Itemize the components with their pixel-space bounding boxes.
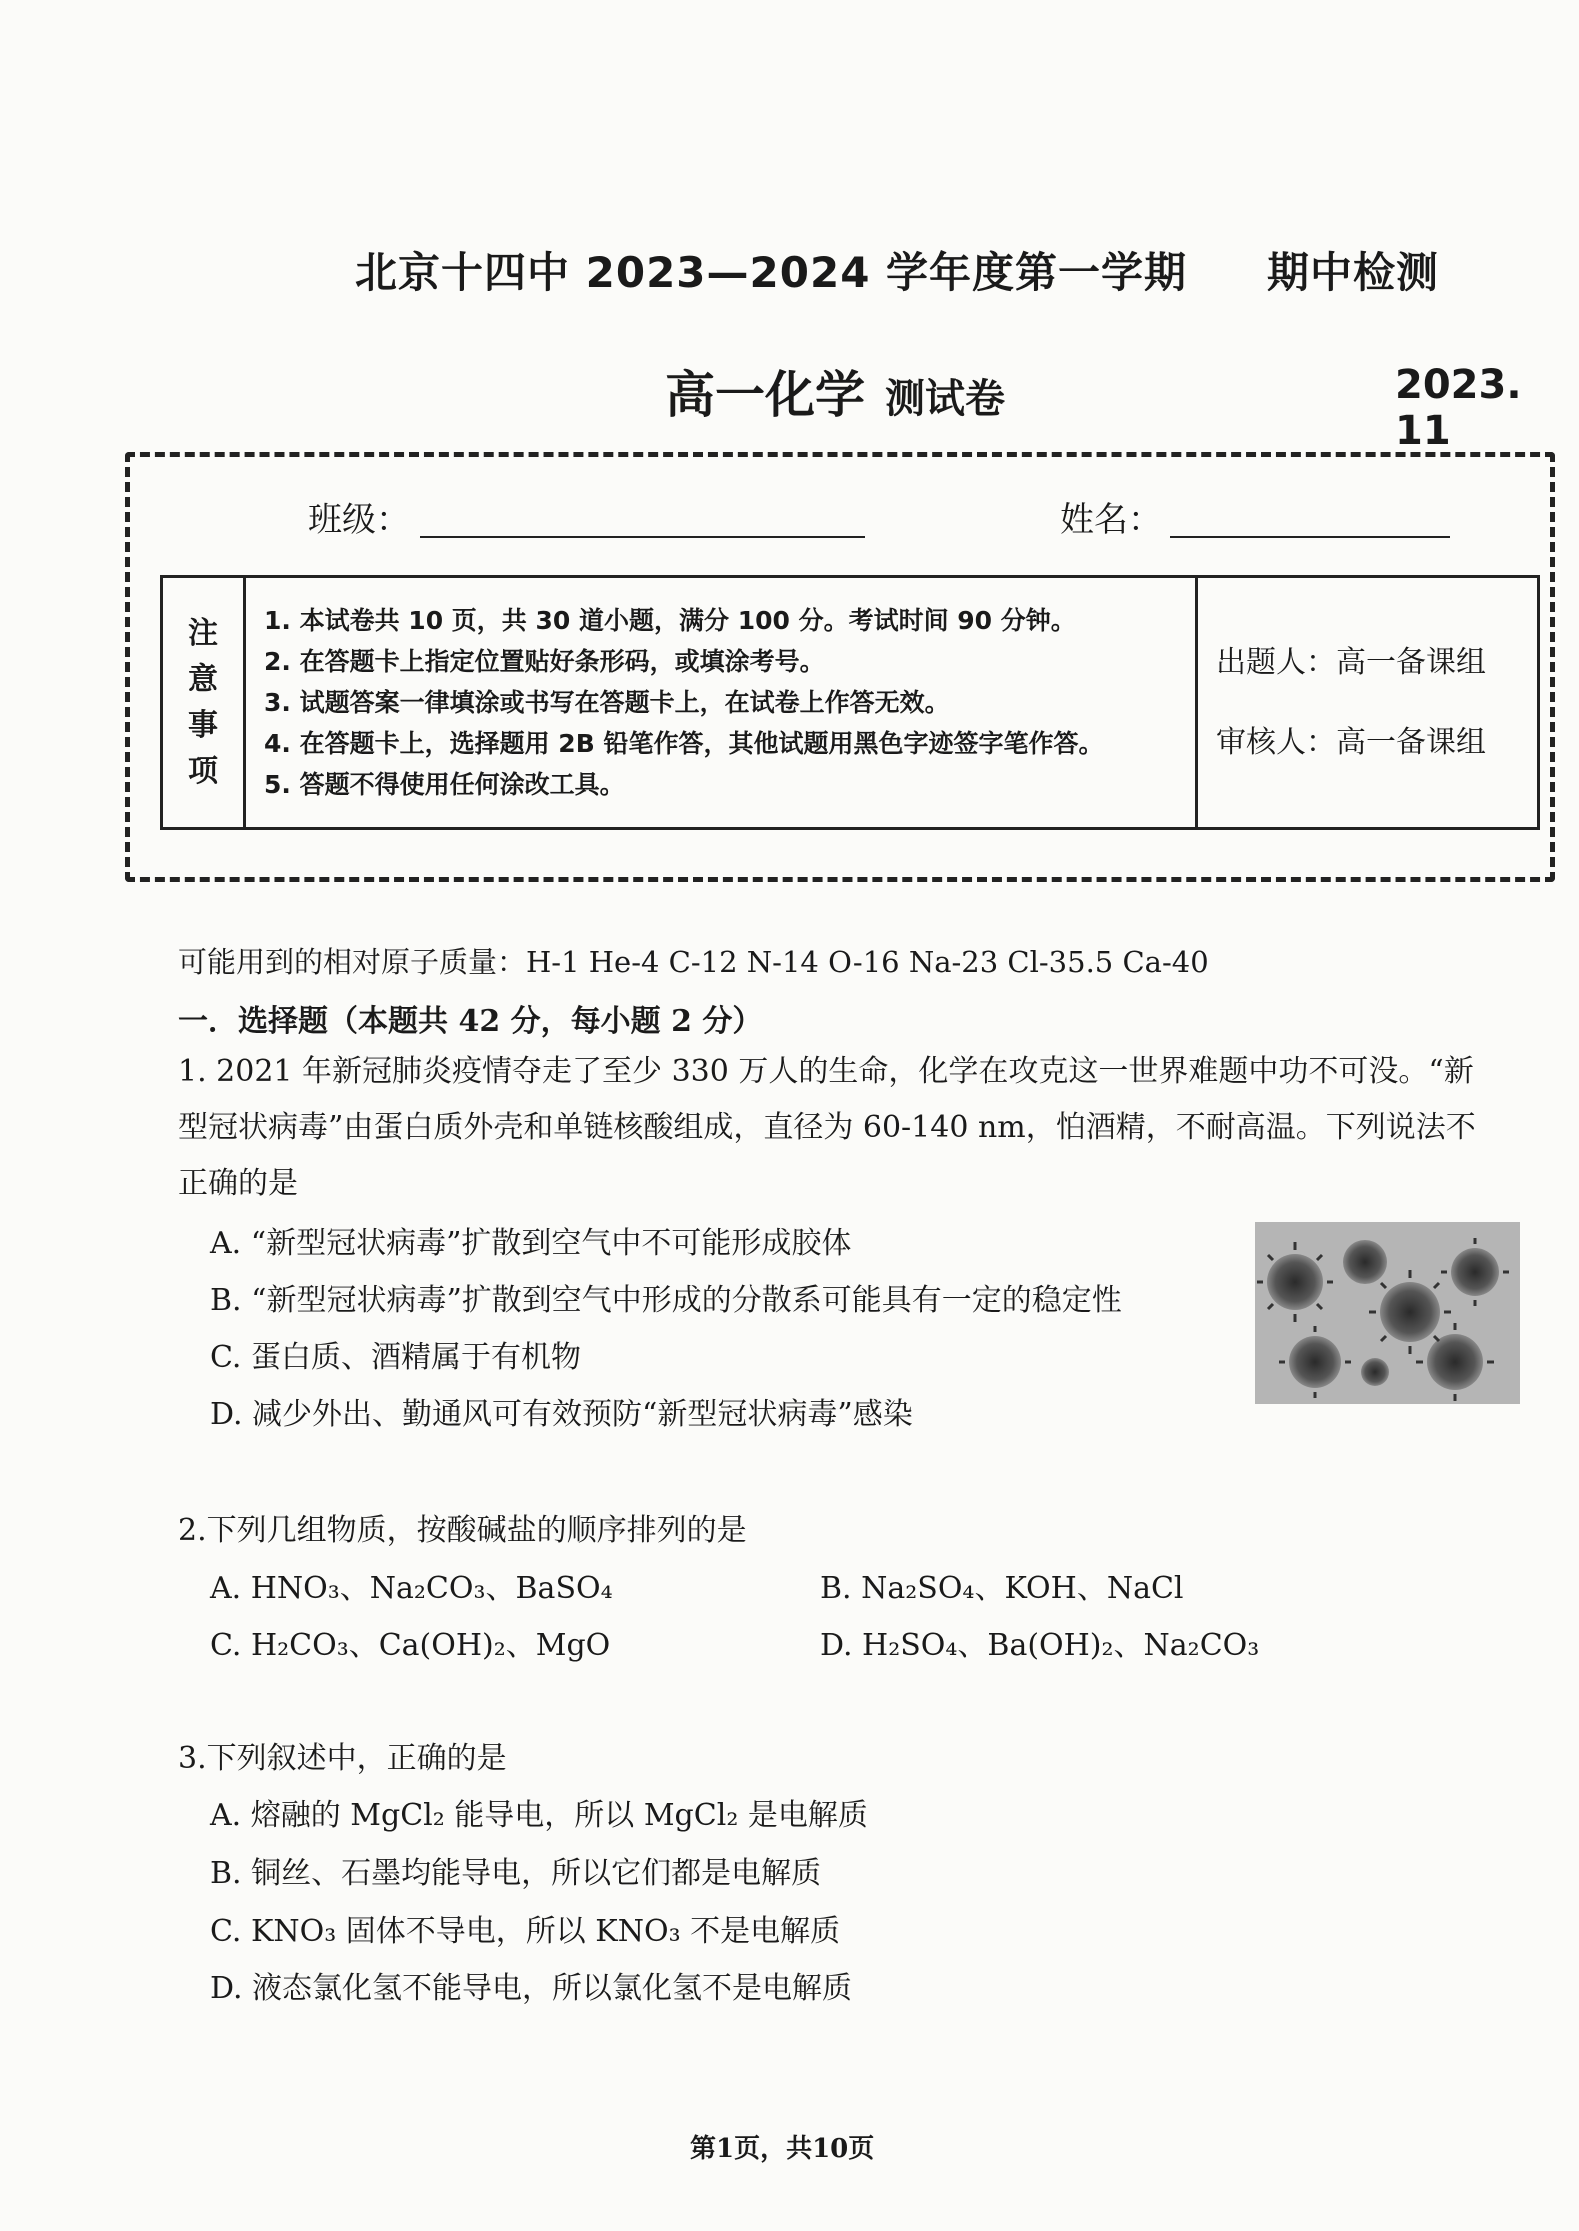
name-field[interactable] bbox=[1170, 536, 1450, 538]
q1-option-c[interactable]: C. 蛋白质、酒精属于有机物 bbox=[210, 1340, 581, 1375]
paper-type: 测试卷 bbox=[885, 376, 1005, 422]
notice-heading-char: 意 bbox=[188, 661, 218, 697]
q2-option-d[interactable]: D. H₂SO₄、Ba(OH)₂、Na₂CO₃ bbox=[820, 1628, 1260, 1663]
subject-title bbox=[665, 355, 1005, 427]
class-field[interactable] bbox=[420, 536, 865, 538]
notice-item: 3. 试题答案一律填涂或书写在答题卡上，在试卷上作答无效。 bbox=[264, 688, 950, 717]
notice-item: 1. 本试卷共 10 页，共 30 道小题，满分 100 分。考试时间 90 分钟。 bbox=[264, 606, 1076, 635]
subject-name: 高一化学 bbox=[665, 366, 865, 424]
notice-heading-char: 注 bbox=[188, 615, 218, 651]
question-2-stem: 2.下列几组物质，按酸碱盐的顺序排列的是 bbox=[178, 1513, 747, 1548]
q3-option-b[interactable]: B. 铜丝、石墨均能导电，所以它们都是电解质 bbox=[210, 1856, 822, 1891]
q1-option-d[interactable]: D. 减少外出、勤通风可有效预防“新型冠状病毒”感染 bbox=[210, 1397, 913, 1432]
q3-option-c[interactable]: C. KNO₃ 固体不导电，所以 KNO₃ 不是电解质 bbox=[210, 1914, 841, 1949]
stem-line: 型冠状病毒”由蛋白质外壳和单链核酸组成，直径为 60-140 nm，怕酒精，不耐高温。下列说法不 bbox=[178, 1110, 1476, 1145]
q1-option-a[interactable]: A. “新型冠状病毒”扩散到空气中不可能形成胶体 bbox=[210, 1226, 852, 1261]
q2-option-a[interactable]: A. HNO₃、Na₂CO₃、BaSO₄ bbox=[210, 1571, 613, 1606]
stem-line: 1. 2021 年新冠肺炎疫情夺走了至少 330 万人的生命，化学在攻克这一世界难题中功不可没。“新 bbox=[178, 1054, 1474, 1089]
notice-items bbox=[245, 577, 1197, 829]
notice-heading bbox=[162, 577, 245, 829]
q3-option-a[interactable]: A. 熔融的 MgCl₂ 能导电，所以 MgCl₂ 是电解质 bbox=[210, 1798, 868, 1833]
virus-illustration bbox=[1255, 1222, 1520, 1404]
notice-table bbox=[160, 575, 1540, 830]
school-term: 北京十四中 2023—2024 学年度第一学期 bbox=[355, 248, 1188, 297]
page-footer: 第1页，共10页 bbox=[690, 2134, 875, 2164]
virus-photo bbox=[1255, 1222, 1520, 1404]
reviewer-credit: 审核人：高一备课组 bbox=[1216, 724, 1486, 760]
name-label: 姓名： bbox=[1060, 500, 1162, 540]
exam-header-title bbox=[355, 240, 1439, 300]
atomic-masses: 可能用到的相对原子质量：H-1 He-4 C-12 N-14 O-16 Na-23 Cl-35.5 Ca-40 bbox=[178, 945, 1209, 979]
notice-heading-char: 项 bbox=[188, 753, 218, 789]
q1-option-b[interactable]: B. “新型冠状病毒”扩散到空气中形成的分散系可能具有一定的稳定性 bbox=[210, 1283, 1122, 1318]
question-1-stem bbox=[178, 1044, 1558, 1212]
q3-option-d[interactable]: D. 液态氯化氢不能导电，所以氯化氢不是电解质 bbox=[210, 1971, 853, 2006]
q2-option-c[interactable]: C. H₂CO₃、Ca(OH)₂、MgO bbox=[210, 1628, 611, 1663]
exam-kind: 期中检测 bbox=[1267, 248, 1440, 297]
class-label: 班级： bbox=[308, 500, 410, 540]
section-title: 一．选择题（本题共 42 分，每小题 2 分） bbox=[178, 1004, 763, 1039]
question-3-stem: 3.下列叙述中，正确的是 bbox=[178, 1741, 507, 1776]
notice-heading-char: 事 bbox=[188, 707, 218, 743]
exam-date: 2023. 11 bbox=[1395, 362, 1522, 454]
stem-line: 正确的是 bbox=[178, 1166, 298, 1201]
notice-credits bbox=[1197, 577, 1539, 829]
notice-item: 5. 答题不得使用任何涂改工具。 bbox=[264, 770, 625, 799]
notice-item: 4. 在答题卡上，选择题用 2B 铅笔作答，其他试题用黑色字迹签字笔作答。 bbox=[264, 729, 1104, 758]
q2-option-b[interactable]: B. Na₂SO₄、KOH、NaCl bbox=[820, 1571, 1184, 1606]
author-credit: 出题人：高一备课组 bbox=[1216, 644, 1486, 680]
notice-item: 2. 在答题卡上指定位置贴好条形码，或填涂考号。 bbox=[264, 647, 825, 676]
